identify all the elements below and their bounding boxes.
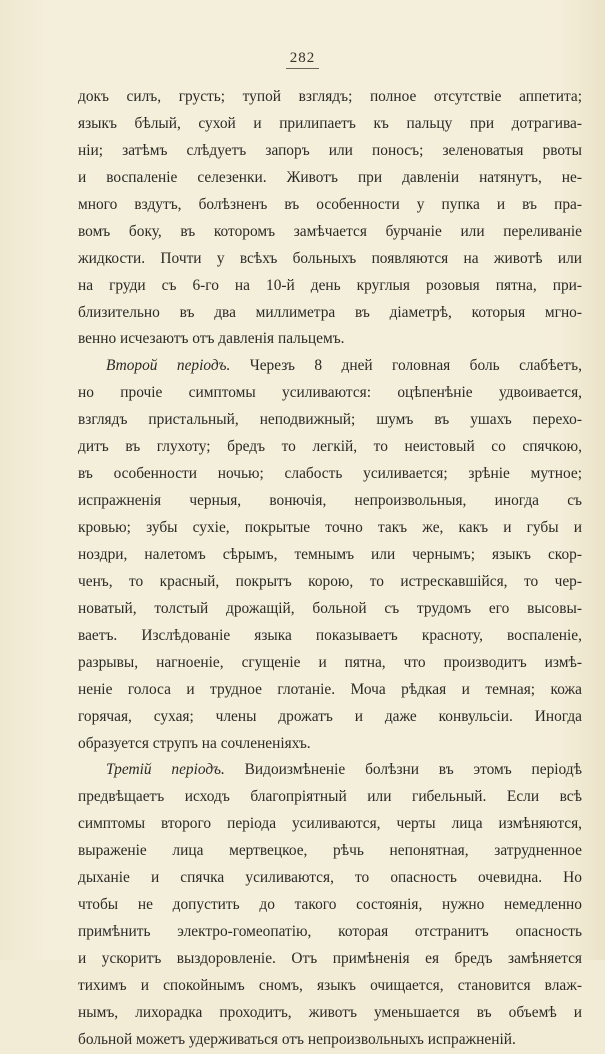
text-line <box>78 946 582 973</box>
text-line <box>78 784 582 811</box>
text-line <box>78 811 582 838</box>
text-line <box>78 623 582 650</box>
text-line <box>78 165 582 192</box>
text-line <box>78 273 582 300</box>
line-text: ноздри, налетомъ сѣрымъ, темнымъ или чернымъ; языкъ скор- <box>78 545 582 563</box>
line-text: на груди съ 6-го на 10-й день круглыя розовыя пятна, при- <box>78 276 582 294</box>
text-line <box>78 1027 582 1054</box>
line-text: примѣнить электро-гомеопатію, которая отстранитъ опасность <box>78 923 582 941</box>
line-text: новатый, толстый дрожащій, больной съ трудомъ его высовы- <box>78 599 582 617</box>
line-text: испражненія черныя, вонючія, непроизвольныя, иногда съ <box>78 492 582 510</box>
text-line <box>78 300 582 327</box>
text-line <box>78 434 582 461</box>
text-line <box>78 569 582 596</box>
line-text: образуется струпъ на сочлененіяхъ. <box>78 734 311 752</box>
line-text: въ особенности ночью; слабость усиливается; зрѣніе мутное; <box>78 465 582 483</box>
text-line <box>78 731 582 758</box>
line-text: дитъ въ глухоту; бредъ то легкій, то неистовый со спячкою, <box>78 438 582 456</box>
line-text: вомъ боку, въ которомъ замѣчается бурчаніе или переливаніе <box>78 222 582 240</box>
line-text: но прочіе симптомы усиливаются: оцѣпенѣніе удвоивается, <box>78 384 582 402</box>
page-number <box>0 50 605 69</box>
text-line <box>78 892 582 919</box>
text-line <box>78 488 582 515</box>
line-text: докъ силъ, грусть; тупой взглядъ; полное отсутствіе аппетита; <box>78 88 582 105</box>
text-line <box>78 138 582 165</box>
line-text: больной можетъ удерживаться отъ непроизвольныхъ испражненій. <box>78 1030 516 1048</box>
line-text: нымъ, лихорадка проходитъ, животъ уменьшается въ объемѣ и <box>78 1003 582 1021</box>
text-line <box>78 353 582 380</box>
text-line <box>78 542 582 569</box>
text-line <box>78 677 582 704</box>
text-line <box>78 704 582 731</box>
line-text: жидкости. Почти у всѣхъ больныхъ появляются на животѣ или <box>78 249 582 267</box>
text-line <box>78 515 582 542</box>
line-text: выраженіе лица мертвецкое, рѣчь непонятная, затрудненное <box>78 842 582 860</box>
text-line <box>78 326 582 353</box>
text-line <box>78 650 582 677</box>
text-line <box>78 919 582 946</box>
body-text <box>78 84 582 1054</box>
text-line <box>78 192 582 219</box>
line-text: и ускоритъ выздоровленіе. Отъ примѣненія ея бредъ замѣняется <box>78 950 582 967</box>
line-text: взглядъ пристальный, неподвижный; шумъ въ ушахъ перехо- <box>78 411 582 429</box>
text-line <box>78 838 582 865</box>
line-text: симптомы второго періода усиливаются, черты лица измѣняются, <box>78 815 582 833</box>
text-line <box>78 246 582 273</box>
section-heading: Второй періодъ. <box>106 357 231 375</box>
text-line <box>78 84 582 111</box>
line-text: тихимъ и спокойнымъ сномъ, языкъ очищается, становится влаж- <box>78 976 582 994</box>
text-line <box>78 407 582 434</box>
text-line <box>78 865 582 892</box>
section-heading: Третій періодъ. <box>106 761 225 779</box>
line-text: ніи; затѣмъ слѣдуетъ запоръ или поносъ; зеленоватыя рвоты <box>78 141 582 159</box>
text-line <box>78 973 582 1000</box>
line-text: близительно въ два миллиметра въ діаметрѣ, которыя мгно- <box>78 303 582 321</box>
line-text: Видоизмѣненіе болѣзни въ этомъ періодѣ <box>224 761 582 779</box>
line-text: ченъ, то красный, покрытъ корою, то истрескавшійся, то чер- <box>78 572 582 590</box>
text-line <box>78 219 582 246</box>
line-text: дыханіе и спячка усиливаются, то опасность очевидна. Но <box>78 869 582 887</box>
line-text: кровью; зубы сухіе, покрытые точно такъ же, какъ и губы и <box>78 519 582 536</box>
line-text: и воспаленіе селезенки. Животъ при давленіи натянутъ, не- <box>78 168 582 186</box>
line-text: чтобы не допустить до такого состоянія, нужно немедленно <box>78 896 582 914</box>
line-text: горячая, сухая; члены дрожатъ и даже конвульсіи. Иногда <box>78 707 582 725</box>
line-text: Черезъ 8 дней головная боль слабѣетъ, <box>230 357 582 375</box>
text-line <box>78 380 582 407</box>
text-line <box>78 757 582 784</box>
line-text: много вздутъ, болѣзненъ въ особенности у пупка и въ пра- <box>78 195 582 213</box>
line-text: ваетъ. Изслѣдованіе языка показываетъ красноту, воспаленіе, <box>78 626 582 644</box>
page-number-text: 282 <box>286 50 320 69</box>
text-line <box>78 1000 582 1027</box>
line-text: разрывы, нагноеніе, сгущеніе и пятна, что производитъ измѣ- <box>78 653 582 671</box>
line-text: венно исчезаютъ отъ давленія пальцемъ. <box>78 330 345 348</box>
line-text: предвѣщаетъ исходъ благопріятный или гибельный. Если всѣ <box>78 788 582 806</box>
text-line <box>78 596 582 623</box>
text-line <box>78 461 582 488</box>
line-text: языкъ бѣлый, сухой и прилипаетъ къ пальцу при дотрагива- <box>78 114 582 132</box>
line-text: неніе голоса и трудное глотаніе. Моча рѣдкая и темная; кожа <box>78 680 582 698</box>
text-line <box>78 111 582 138</box>
